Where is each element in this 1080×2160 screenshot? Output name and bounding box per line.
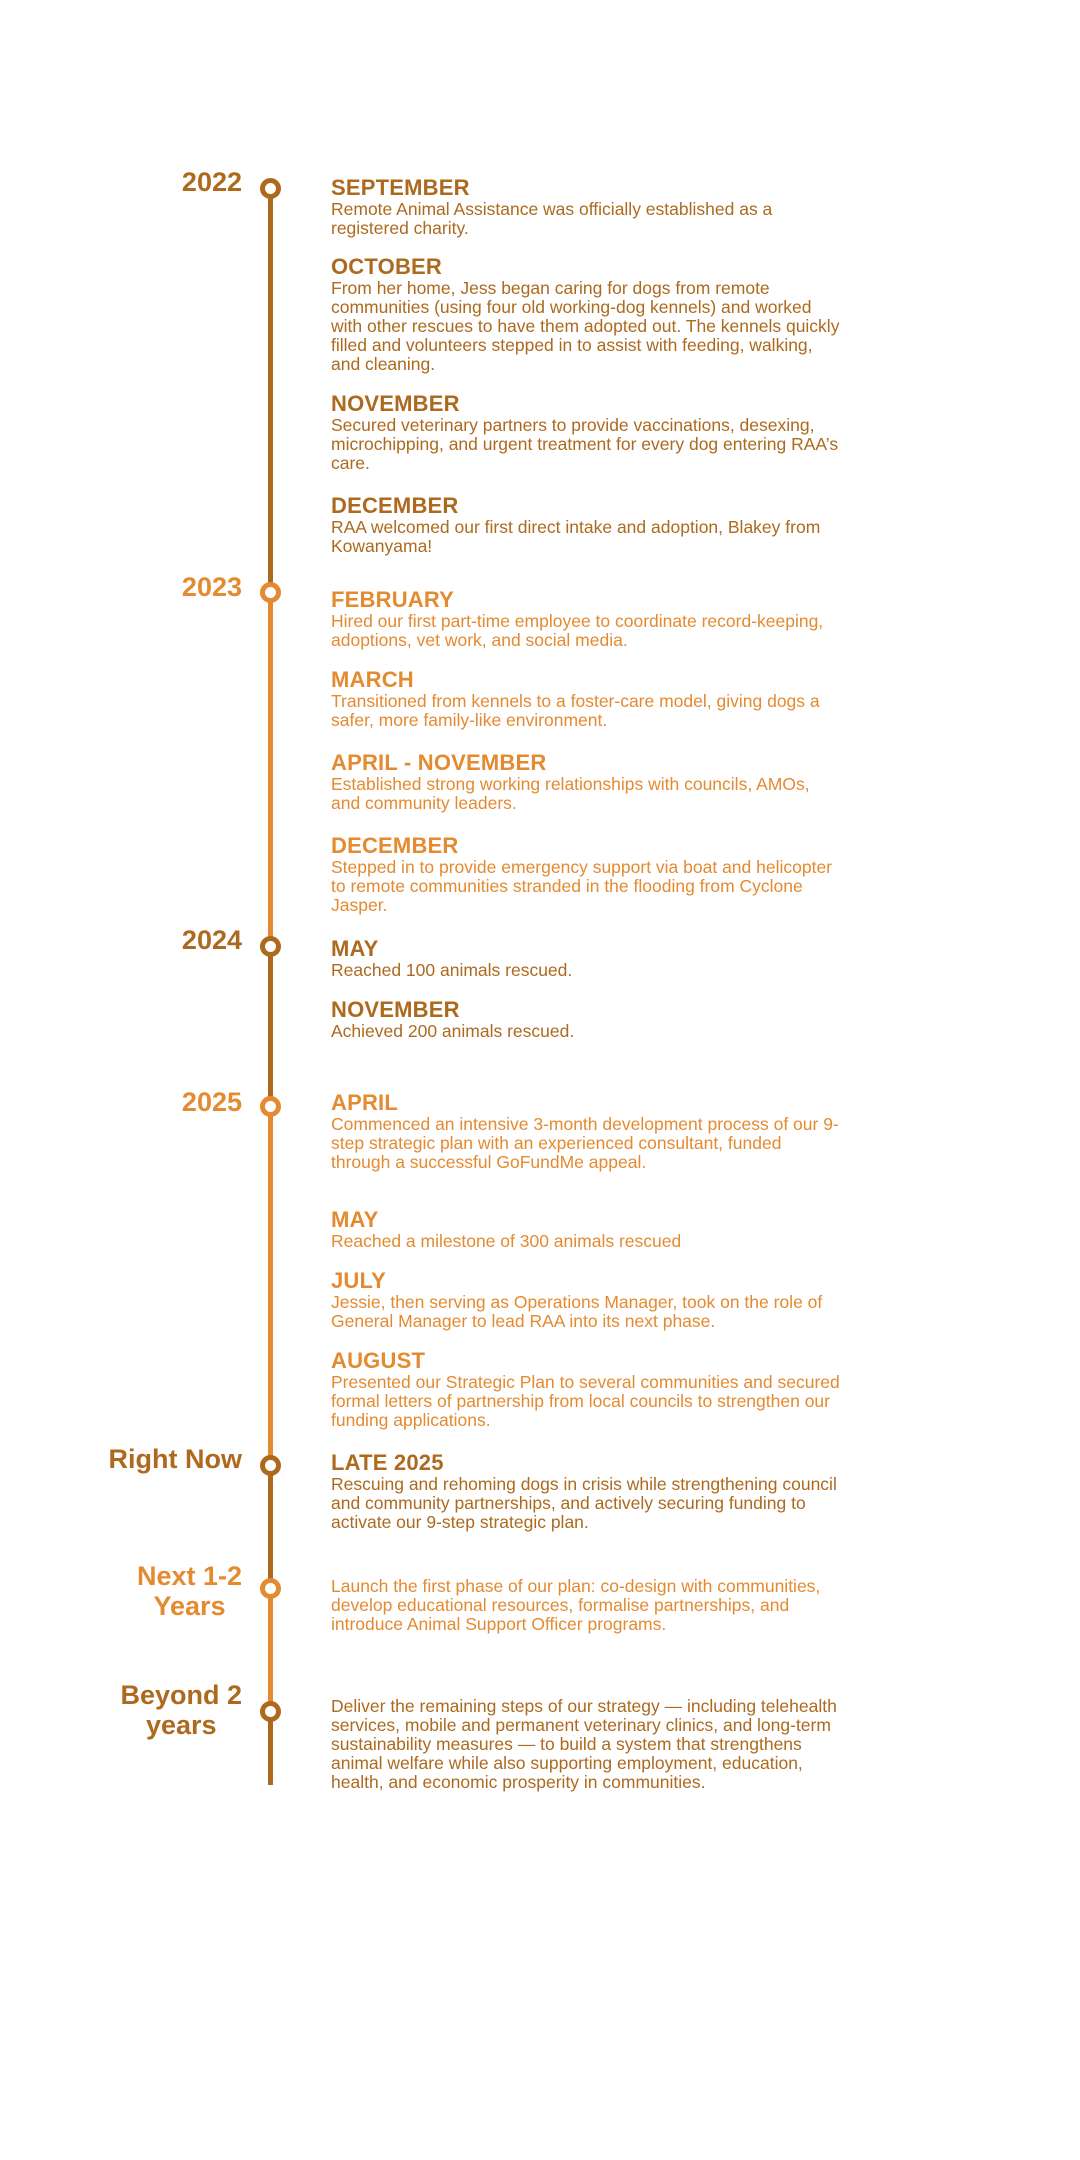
timeline-line-right-now <box>268 1463 273 1587</box>
timeline-entry <box>331 176 841 238</box>
period-label: 2024 <box>181 925 242 955</box>
entry-month: NOVEMBER <box>331 391 460 416</box>
entry-description: Achieved 200 animals rescued. <box>331 1021 575 1041</box>
timeline-entry <box>331 751 841 813</box>
period-label: Beyond 2 years <box>120 1680 242 1740</box>
timeline-line-2025 <box>268 1105 273 1463</box>
entry-month: APRIL <box>331 1090 398 1115</box>
timeline-node <box>260 1578 281 1599</box>
timeline-entry <box>331 1577 841 1634</box>
timeline-node <box>260 1701 281 1722</box>
entry-month: DECEMBER <box>331 833 459 858</box>
timeline-entry <box>331 668 841 730</box>
entry-month: AUGUST <box>331 1348 426 1373</box>
timeline-node <box>260 1455 281 1476</box>
timeline-line-2022 <box>268 187 273 590</box>
entry-month: MAY <box>331 1207 379 1232</box>
period-label: 2025 <box>181 1087 242 1117</box>
period-label: Next 1-2 Years <box>136 1561 242 1621</box>
entry-month: LATE 2025 <box>331 1450 444 1475</box>
entry-description: RAA welcomed our first direct intake and adoption, Blakey from Kowanyama! <box>331 517 821 556</box>
entry-description: Launch the first phase of our plan: co-design with communities, develop educational resources, formalise partnerships, and introduce Animal Support Officer programs. <box>331 1576 821 1634</box>
entry-month: JULY <box>331 1268 387 1293</box>
timeline-line-next <box>268 1587 273 1710</box>
entry-description: From her home, Jess began caring for dogs from remote communities (using four old working-dog kennels) and worked with other rescues to have them adopted out. The kennels quickly filled and volunteers stepped in to assist with feeding, walking, and cleaning. <box>331 278 840 374</box>
entry-description: Presented our Strategic Plan to several communities and secured formal letters of partnership from local councils to strengthen our funding applications. <box>331 1372 840 1430</box>
entry-description: Deliver the remaining steps of our strategy — including telehealth services, mobile and permanent veterinary clinics, and long-term sustainability measures — to build a system that strengthens animal welfare while also supporting employment, education, health, and economic prosperity in communities. <box>331 1696 837 1792</box>
timeline-entry <box>331 588 841 650</box>
timeline-node <box>260 178 281 199</box>
entry-month: FEBRUARY <box>331 587 455 612</box>
entry-description: Transitioned from kennels to a foster-care model, giving dogs a safer, more family-like environment. <box>331 691 820 730</box>
period-label: 2022 <box>181 167 242 197</box>
entry-description: Reached 100 animals rescued. <box>331 960 573 980</box>
entry-description: Remote Animal Assistance was officially established as a registered charity. <box>331 199 773 238</box>
period-label: 2023 <box>181 572 242 602</box>
timeline-line-2024 <box>268 945 273 1105</box>
entry-month: NOVEMBER <box>331 997 460 1022</box>
timeline-entry <box>331 834 841 915</box>
entry-month: APRIL - NOVEMBER <box>331 750 547 775</box>
timeline-node <box>260 582 281 603</box>
entry-month: MARCH <box>331 667 414 692</box>
entry-description: Reached a milestone of 300 animals rescued <box>331 1231 682 1251</box>
entry-description: Established strong working relationships with councils, AMOs, and community leaders. <box>331 774 810 813</box>
entry-description: Commenced an intensive 3-month development process of our 9-step strategic plan with an experienced consultant, funded through a successful GoFundMe appeal. <box>331 1114 839 1172</box>
timeline-entry <box>331 1091 841 1172</box>
entry-month: MAY <box>331 936 379 961</box>
entry-description: Hired our first part-time employee to coordinate record-keeping, adoptions, vet work, and social media. <box>331 611 824 650</box>
timeline-line-2023 <box>268 590 273 945</box>
entry-description: Jessie, then serving as Operations Manager, took on the role of General Manager to lead RAA into its next phase. <box>331 1292 823 1331</box>
entry-month: DECEMBER <box>331 493 459 518</box>
period-label: Right Now <box>108 1444 242 1474</box>
timeline-entry <box>331 937 841 980</box>
entry-month: OCTOBER <box>331 254 443 279</box>
entry-description: Rescuing and rehoming dogs in crisis while strengthening council and community partnerships, and actively securing funding to activate our 9-step strategic plan. <box>331 1474 837 1532</box>
timeline-entry <box>331 392 841 473</box>
timeline-entry <box>331 1269 841 1331</box>
timeline-entry <box>331 255 841 374</box>
timeline-entry <box>331 1208 841 1251</box>
entry-description: Secured veterinary partners to provide vaccinations, desexing, microchipping, and urgent treatment for every dog entering RAA’s care. <box>331 415 839 473</box>
timeline-entry <box>331 1349 841 1430</box>
entry-description: Stepped in to provide emergency support via boat and helicopter to remote communities stranded in the flooding from Cyclone Jasper. <box>331 857 833 915</box>
timeline-entry <box>331 998 841 1041</box>
entry-month: SEPTEMBER <box>331 175 470 200</box>
timeline-entry <box>331 494 841 556</box>
timeline-node <box>260 936 281 957</box>
timeline-node <box>260 1096 281 1117</box>
timeline-entry <box>331 1451 841 1532</box>
timeline-entry <box>331 1697 841 1792</box>
